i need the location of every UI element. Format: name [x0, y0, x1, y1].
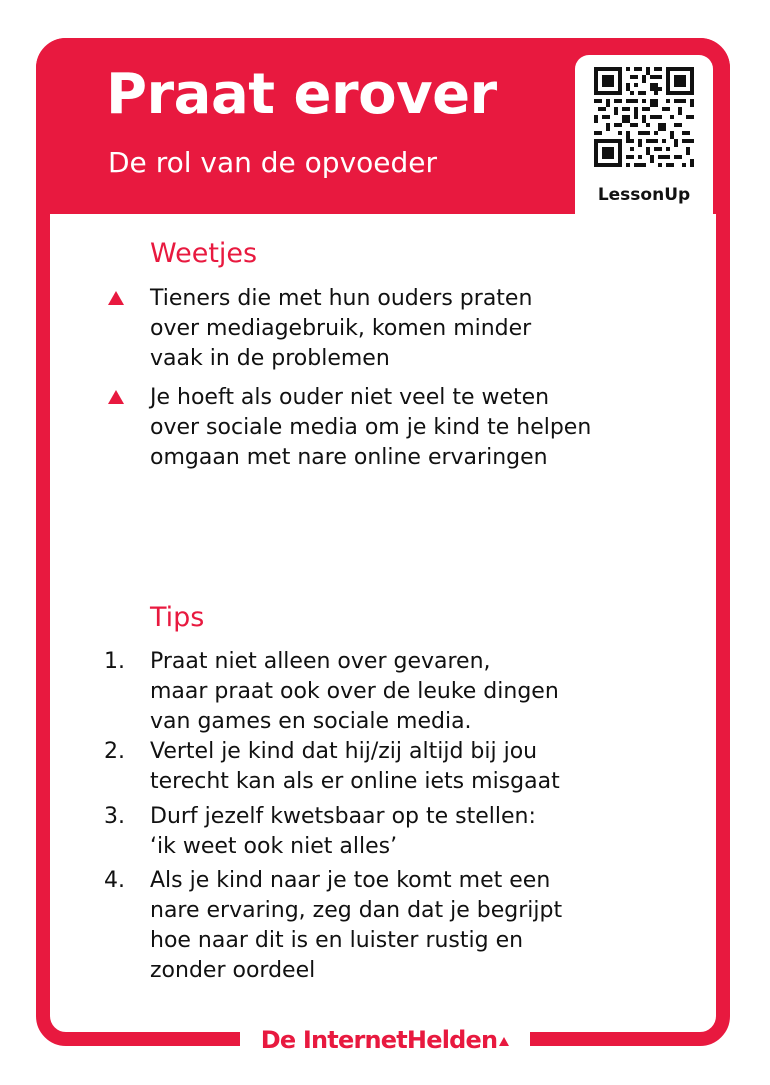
weetje-line: Tieners die met hun ouders praten	[150, 286, 533, 311]
tip-line: ‘ik weet ook niet alles’	[150, 834, 398, 859]
tip-line: nare ervaring, zeg dan dat je begrijpt	[150, 898, 563, 923]
tip-line: maar praat ook over de leuke dingen	[150, 679, 559, 704]
weetje-line: omgaan met nare online ervaringen	[150, 445, 548, 470]
weetje-line: vaak in de problemen	[150, 346, 390, 371]
tip-line: terecht kan als er online iets misgaat	[150, 769, 560, 794]
tip-line: Praat niet alleen over gevaren,	[150, 649, 491, 674]
tip-number: 3.	[104, 804, 125, 829]
qr-caption: LessonUp	[597, 185, 691, 205]
tips-heading: Tips	[150, 602, 205, 633]
triangle-bullet-icon	[108, 291, 124, 305]
brand-triangle-icon	[499, 1037, 509, 1046]
weetje-line: over sociale media om je kind te helpen	[150, 415, 592, 440]
triangle-bullet-icon	[108, 390, 124, 404]
tip-line: zonder oordeel	[150, 958, 316, 983]
tip-line: van games en sociale media.	[150, 709, 472, 734]
page-title: Praat erover	[106, 62, 497, 127]
tip-number: 2.	[104, 739, 125, 764]
tip-line: hoe naar dit is en luister rustig en	[150, 928, 524, 953]
brand-logo	[240, 1022, 530, 1058]
tip-line: Durf jezelf kwetsbaar op te stellen:	[150, 804, 536, 829]
weetje-line: Je hoeft als ouder niet veel te weten	[150, 385, 550, 410]
qr-panel	[575, 55, 713, 215]
weetje-line: over mediagebruik, komen minder	[150, 316, 532, 341]
tip-number: 4.	[104, 868, 125, 893]
qr-code-icon[interactable]	[594, 67, 694, 167]
brand-logo-text: De InternetHelden	[260, 1026, 498, 1054]
tip-line: Vertel je kind dat hij/zij altijd bij jou	[150, 739, 538, 764]
tip-line: Als je kind naar je toe komt met een	[150, 868, 551, 893]
page-subtitle: De rol van de opvoeder	[108, 146, 438, 179]
weetjes-heading: Weetjes	[150, 238, 258, 269]
tip-number: 1.	[104, 649, 125, 674]
